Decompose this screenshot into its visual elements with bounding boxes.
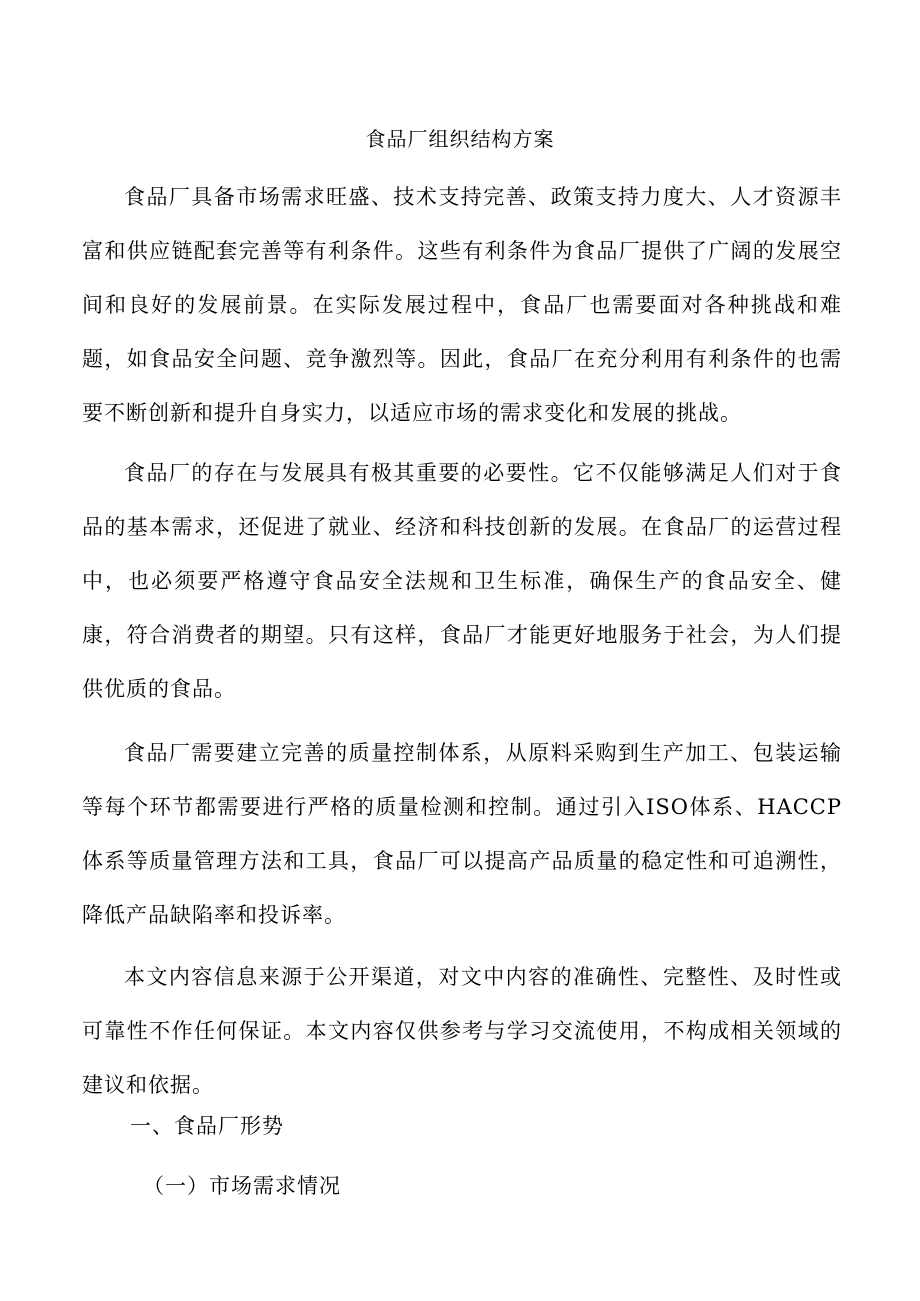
paragraph-disclaimer: 本文内容信息来源于公开渠道，对文中内容的准确性、完整性、及时性或可靠性不作任何保证。本文内容仅供参考与学习交流使用，不构成相关领域的建议和依据。 [82, 965, 842, 1097]
subsection-heading: （一）市场需求情况 [143, 1174, 341, 1198]
document-title: 食品厂组织结构方案 [365, 127, 555, 151]
paragraph-quality-control: 食品厂需要建立完善的质量控制体系，从原料采购到生产加工、包装运输等每个环节都需要进行严格的质量检测和控制。通过引入ISO体系、HACCP体系等质量管理方法和工具，食品厂可以提高产品质量的稳定性和可追溯性，降低产品缺陷率和投诉率。 [82, 741, 842, 927]
paragraph-necessity: 食品厂的存在与发展具有极其重要的必要性。它不仅能够满足人们对于食品的基本需求，还促进了就业、经济和科技创新的发展。在食品厂的运营过程中，也必须要严格遵守食品安全法规和卫生标准，确保生产的食品安全、健康，符合消费者的期望。只有这样，食品厂才能更好地服务于社会，为人们提供优质的食品。 [82, 461, 842, 701]
paragraph-advantages: 食品厂具备市场需求旺盛、技术支持完善、政策支持力度大、人才资源丰富和供应链配套完善等有利条件。这些有利条件为食品厂提供了广阔的发展空间和良好的发展前景。在实际发展过程中，食品厂也需要面对各种挑战和难题，如食品安全问题、竞争激烈等。因此，食品厂在充分利用有利条件的也需要不断创新和提升自身实力，以适应市场的需求变化和发展的挑战。 [82, 185, 842, 425]
section-heading: 一、食品厂形势 [130, 1114, 284, 1138]
